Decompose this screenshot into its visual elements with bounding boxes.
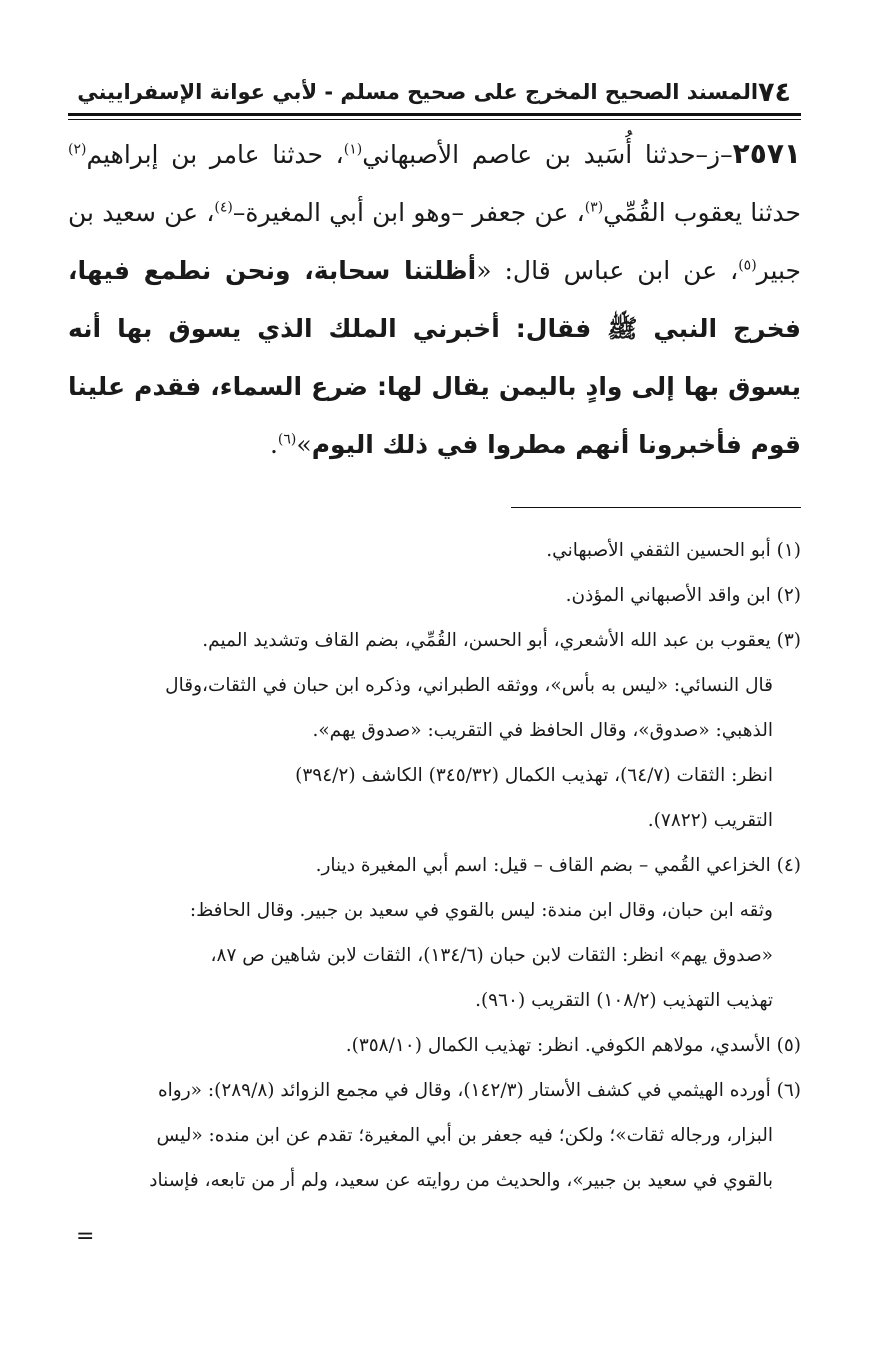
- footnote-4-line: وثقه ابن حبان، وقال ابن مندة: ليس بالقوي في سعيد بن جبير. وقال الحافظ:: [189, 900, 773, 921]
- footnote-ref-6: (٦): [277, 431, 297, 448]
- isnad-part-1: –ز–حدثنا أُسَيد بن عاصم الأصبهاني: [362, 140, 733, 169]
- continuation-mark: =: [76, 1224, 95, 1249]
- header-rule: [68, 113, 801, 116]
- header-rule-thin: [68, 119, 801, 120]
- isnad-part-3: حدثنا يعقوب القُمِّي: [603, 198, 801, 227]
- running-header: [77, 72, 791, 112]
- running-title: المسند الصحيح المخرج على صحيح مسلم - لأبي عوانة الإسفراييني: [77, 80, 759, 104]
- footnote-3-line: التقريب (٧٨٢٢).: [647, 810, 773, 831]
- footnote-4: (٤) الخزاعي القُمي – بضم القاف – قيل: اسم أبي المغيرة دينار.: [315, 855, 801, 876]
- footnote-6: (٦) أورده الهيثمي في كشف الأستار (١٤٢/٣)، وقال في مجمع الزوائد (٢٨٩/٨): «رواه: [157, 1080, 801, 1101]
- footnote-ref-5: (٥): [738, 257, 757, 274]
- footnote-ref-3: (٣): [584, 199, 604, 216]
- closing-quote: »: [296, 430, 312, 459]
- page-number: ٧٤: [758, 76, 791, 108]
- footnote-6-line: بالقوي في سعيد بن جبير»، والحديث من روايته عن سعيد، ولم أر من تابعه، فإسناد: [149, 1170, 773, 1191]
- isnad-part-2: ، حدثنا عامر بن إبراهيم: [86, 140, 344, 169]
- footnote-1: (١) أبو الحسين الثقفي الأصبهاني.: [546, 540, 801, 561]
- isnad-part-6: ، عن ابن عباس قال: «: [476, 256, 739, 285]
- isnad-part-5: ، عن سعيد بن جبير: [68, 198, 802, 285]
- footnote-4-line: «صدوق يهم» انظر: الثقات لابن حبان (١٣٤/٦)، الثقات لابن شاهين ص ٨٧،: [210, 945, 773, 966]
- footnote-6-line: البزار، ورجاله ثقات»؛ ولكن؛ فيه جعفر بن أبي المغيرة؛ تقدم عن ابن منده: «ليس: [156, 1125, 773, 1146]
- footnotes: [68, 528, 801, 1203]
- footnote-ref-1: (١): [343, 141, 363, 158]
- footnote-3-line: قال النسائي: «ليس به بأس»، ووثقه الطبراني، وذكره ابن حبان في الثقات،وقال: [165, 675, 773, 696]
- footnote-4-line: تهذيب التهذيب (١٠٨/٢) التقريب (٩٦٠).: [475, 990, 773, 1011]
- footnote-ref-2: (٢): [68, 141, 87, 158]
- final-period: .: [269, 430, 278, 459]
- footnote-3-line: الذهبي: «صدوق»، وقال الحافظ في التقريب: «صدوق يهم».: [312, 720, 773, 741]
- footnote-3: (٣) يعقوب بن عبد الله الأشعري، أبو الحسن، القُمِّي، بضم القاف وتشديد الميم.: [202, 630, 801, 651]
- hadith-number: ٢٥٧١: [732, 137, 801, 170]
- footnote-2: (٢) ابن واقد الأصبهاني المؤذن.: [565, 585, 801, 606]
- footnote-5: (٥) الأسدي، مولاهم الكوفي. انظر: تهذيب الكمال (٣٥٨/١٠).: [345, 1035, 801, 1056]
- isnad-part-4: ، عن جعفر –وهو ابن أبي المغيرة–: [232, 198, 585, 227]
- footnote-ref-4: (٤): [214, 199, 233, 216]
- hadith-text: [68, 125, 801, 474]
- footnote-3-line: انظر: الثقات (٦٤/٧)، تهذيب الكمال (٣٤٥/٣٢) الكاشف (٣٩٤/٢): [295, 765, 773, 786]
- hadith-matn: أظلتنا سحابة، ونحن نطمع فيها، فخرج النبي ﷺ فقال: أخبرني الملك الذي يسوق بها أنه يسوق بها إلى وادٍ باليمن يقال لها: ضرع السماء، فقدم علينا قوم فأخبرونا أنهم مطروا في ذلك اليوم: [68, 256, 801, 459]
- footnote-separator: [511, 507, 801, 508]
